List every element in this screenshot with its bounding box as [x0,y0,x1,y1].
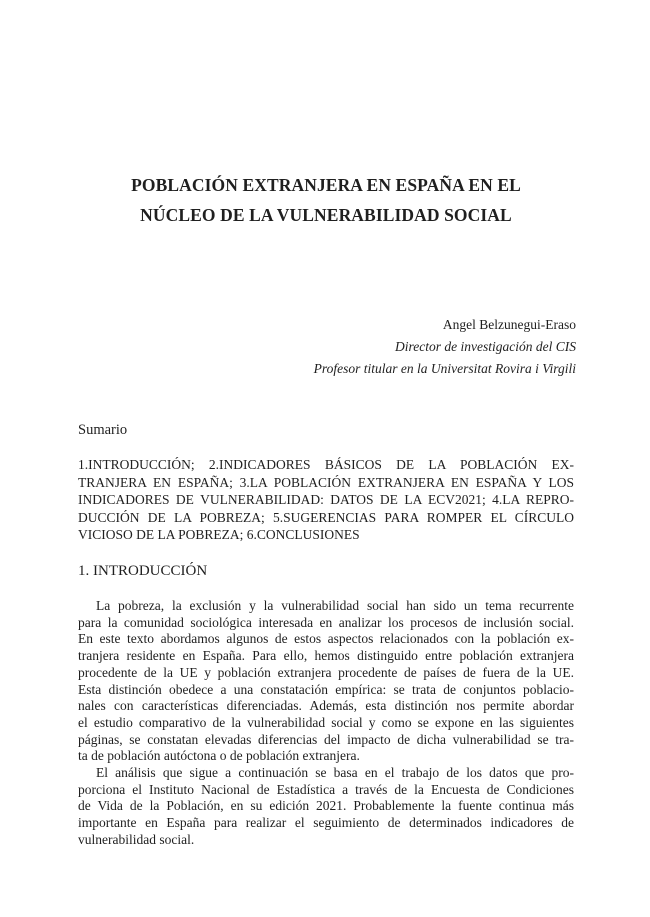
summary-heading: Sumario [78,422,128,438]
paragraph-line: páginas, se constatan elevadas diferencias del impacto de dicha vulnerabilidad se tra- [78,731,574,747]
paragraph-line: En este texto abordamos algunos de estos aspectos relacionados con la población ex- [78,631,574,647]
section-heading-introduccion: 1. INTRODUCCIÓN [78,563,208,579]
summary-line: TRANJERA EN ESPAÑA; 3.LA POBLACIÓN EXTRANJERA EN ESPAÑA Y LOS [78,474,574,490]
paragraph-line: para la comunidad sociológica interesada en analizar los procesos de inclusión social. [78,614,574,630]
summary-line: DUCCIÓN DE LA POBREZA; 5.SUGERENCIAS PARA ROMPER EL CÍRCULO [78,509,574,525]
summary-line: VICIOSO DE LA POBREZA; 6.CONCLUSIONES [78,527,360,542]
author-role-2: Profesor titular en la Universitat Rovira i Virgili [313,361,576,376]
paragraph-line: Esta distinción obedece a una constatación empírica: se trata de conjuntos poblacio- [78,681,574,697]
paragraph-line: porciona el Instituto Nacional de Estadística a través de la Encuesta de Condiciones [78,781,574,797]
title-line-2: NÚCLEO DE LA VULNERABILIDAD SOCIAL [140,205,512,225]
page-title [78,170,574,230]
paragraph-line: el estudio comparativo de la vulnerabilidad social y como se expone en las siguientes [78,714,574,730]
author-name: Angel Belzunegui-Eraso [442,317,576,332]
author-role-1: Director de investigación del CIS [395,339,576,354]
paragraph-line: tranjera residente en España. Para ello, hemos distinguido entre población extranjera [78,648,574,664]
paragraph-line: vulnerabilidad social. [78,831,195,847]
paragraph-line: nales con características diferenciadas. Además, esta distinción nos permite abordar [78,698,574,714]
summary-line: 1.INTRODUCCIÓN; 2.INDICADORES BÁSICOS DE LA POBLACIÓN EX- [78,457,574,472]
summary-line: INDICADORES DE VULNERABILIDAD: DATOS DE LA ECV2021; 4.LA REPRO- [78,492,574,507]
body-text [78,598,574,849]
paragraph-line: de Vida de la Población, en su edición 2021. Probablemente la fuente continua más [78,798,574,814]
summary-text [78,456,574,544]
paragraph-line: El análisis que sigue a continuación se basa en el trabajo de los datos que pro- [96,765,574,781]
paragraph-line: La pobreza, la exclusión y la vulnerabilidad social han sido un tema recurrente [96,598,574,613]
paragraph-line: ta de población autóctona o de población extranjera. [78,748,360,764]
author-block [314,314,576,380]
paragraph-line: procedente de la UE y población extranjera procedente de países de fuera de la UE. [78,664,574,680]
paragraph-line: importante en España para realizar el seguimiento de determinados indicadores de [78,815,574,831]
title-line-1: POBLACIÓN EXTRANJERA EN ESPAÑA EN EL [131,175,521,195]
